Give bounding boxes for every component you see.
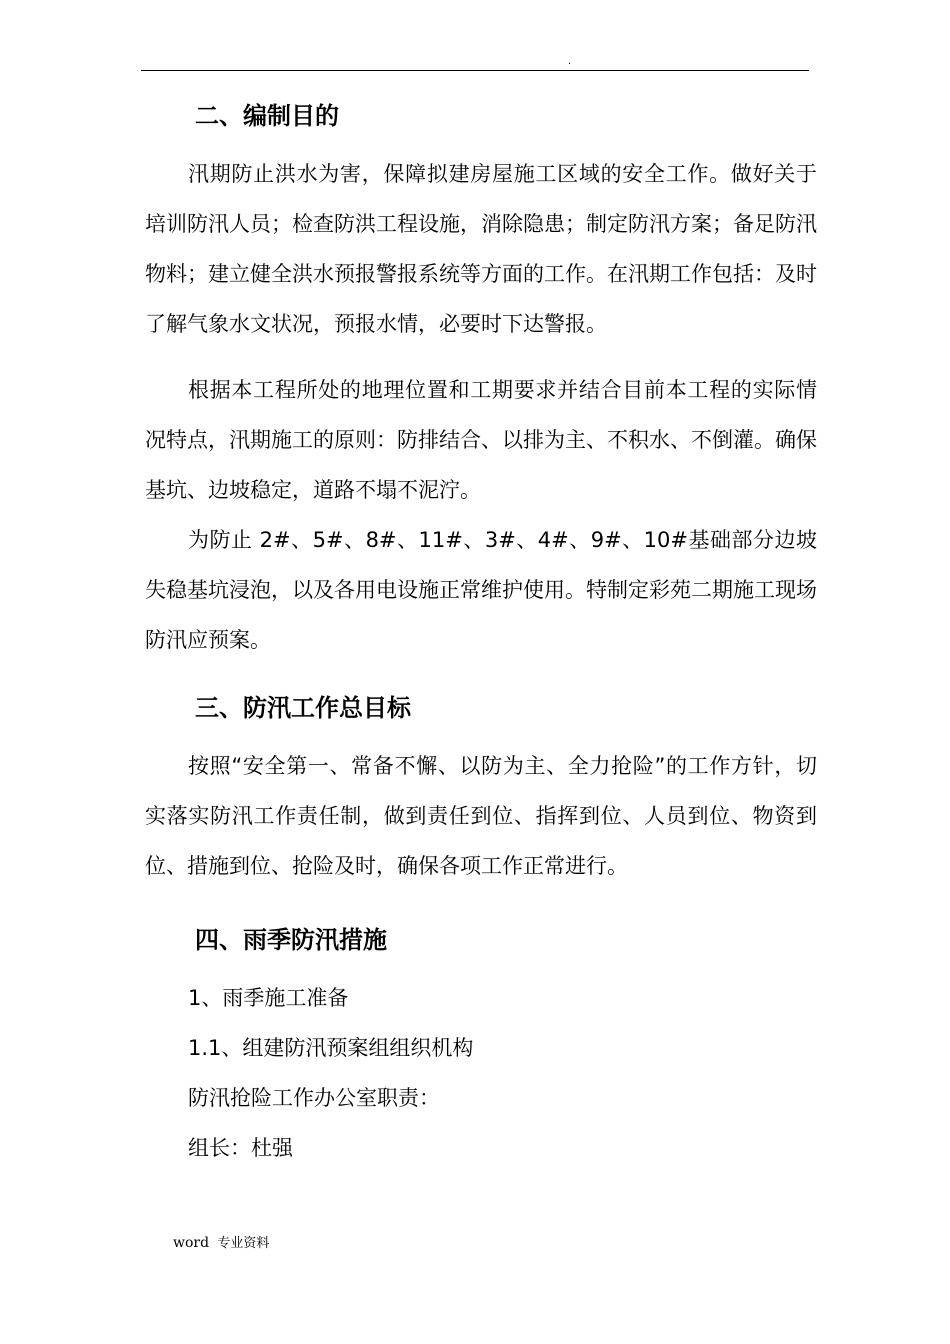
list-line-org-setup: 1.1、组建防汛预案组组织机构: [188, 1036, 474, 1060]
paragraph-goal-1: 按照“安全第一、常备不懈、以防为主、全力抢险”的工作方针，切实落实防汛工作责任制，做到责任到位、指挥到位、人员到位、物资到位、措施到位、抢险及时，确保各项工作正常进行。: [145, 754, 817, 878]
paragraph-purpose-2: 根据本工程所处的地理位置和工期要求并结合目前本工程的实际情况特点，汛期施工的原则：防排结合、以排为主、不积水、不倒灌。确保基坑、边坡稳定，道路不塌不泥泞。: [145, 378, 817, 502]
list-line-rain-prep: 1、雨季施工准备: [188, 986, 349, 1010]
footer-word: word: [173, 1235, 210, 1251]
section-heading-measures: 四、雨季防汛措施: [195, 926, 387, 954]
list-line-team-leader: 组长：杜强: [188, 1136, 293, 1160]
document-body: [145, 91, 817, 1173]
header-mark: .: [568, 56, 572, 67]
section-heading-goal: 三、防汛工作总目标: [195, 694, 411, 722]
page-footer: [173, 1234, 269, 1253]
paragraph-purpose-3: 为防止 2#、5#、8#、11#、3#、4#、9#、10#基础部分边坡失稳基坑浸泡，以及各用电设施正常维护使用。特制定彩苑二期施工现场防汛应预案。: [145, 528, 817, 652]
footer-label: 专业资料: [217, 1236, 270, 1251]
section-heading-purpose: 二、编制目的: [195, 102, 339, 130]
header-rule: [141, 70, 809, 71]
list-line-office-duties: 防汛抢险工作办公室职责：: [188, 1086, 440, 1110]
paragraph-purpose-1: 汛期防止洪水为害，保障拟建房屋施工区域的安全工作。做好关于培训防汛人员；检查防洪工程设施，消除隐患；制定防汛方案；备足防汛物料；建立健全洪水预报警报系统等方面的工作。在汛期工作包括：及时了解气象水文状况，预报水情，必要时下达警报。: [145, 162, 817, 336]
